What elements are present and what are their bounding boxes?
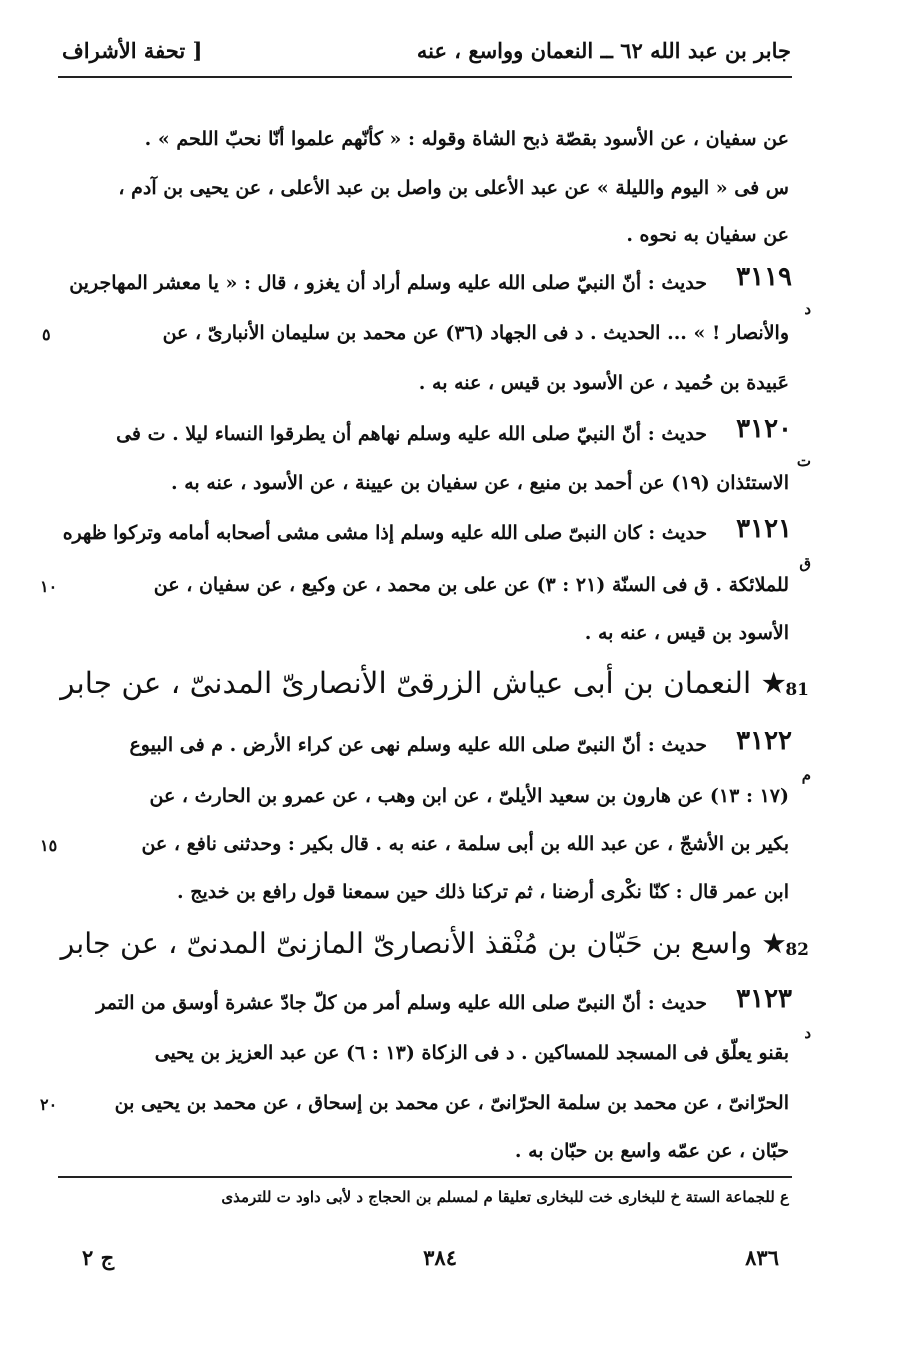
text-line: الحرّانىّ ، عن محمد بن سلمة الحرّانىّ ، عن محمد بن إسحاق ، عن محمد بن يحيى بن [114,1092,789,1114]
volume-number: ج ٢ [82,1245,115,1270]
text-line: الاستئذان (١٩) عن أحمد بن منيع ، عن سفيان بن عيينة ، عن الأسود ، عنه به . [171,472,789,494]
running-header: جابر بن عبد الله ٦٢ ــ النعمان وواسع ، عنه [416,38,791,63]
text-line: عن سفيان ، عن الأسود بقصّة ذبح الشاة وقوله : « كأنّهم علموا أنّا نحبّ اللحم » . [144,128,789,150]
hadith-number: ٣١٢٣ [736,984,792,1014]
text-line: حديث : أنّ النبيّ صلى الله عليه وسلم نهاهم أن يطرقوا النساء ليلا . ت فى [116,423,707,445]
biography-number: 81 [785,680,809,700]
source-siglum: د [804,300,811,318]
text-line: حديث : أنّ النبىّ صلى الله عليه وسلم أمر من كلّ جادّ عشرة أوسق من التمر [96,992,707,1014]
page-number: ٨٣٦ [745,1245,779,1270]
biography-heading: ★ واسع بن حَبّان بن مُنْقذ الأنصارىّ المازنىّ المدنىّ ، عن جابر [60,926,787,960]
text-line: حديث : أنّ النبيّ صلى الله عليه وسلم أراد أن يغزو ، قال : « يا معشر المهاجرين [69,272,707,294]
source-siglum: د [804,1024,811,1042]
text-line: بكير بن الأشجّ ، عن عبد الله بن أبى سلمة ، عنه به . قال بكير : وحدثنى نافع ، عن [141,833,789,855]
text-line: والأنصار ! » ... الحديث . د فى الجهاد (٣٦) عن محمد بن سليمان الأنبارىّ ، عن [162,322,789,344]
text-line: عَبيدة بن حُميد ، عن الأسود بن قيس ، عنه به . [418,372,789,394]
line-number: ٢٠ [40,1095,58,1114]
text-line: حديث : أنّ النبىّ صلى الله عليه وسلم نهى عن كراء الأرض . م فى البيوع [129,734,707,756]
text-line: ابن عمر قال : كنّا نكْرى أرضنا ، ثم تركنا ذلك حين سمعنا قول رافع بن خديج . [177,881,789,903]
hadith-number: ٣١٢١ [736,514,792,544]
footnote-rule [58,1176,792,1178]
line-number: ٥ [42,325,51,344]
text-line: (١٧ : ١٣) عن هارون بن سعيد الأيلىّ ، عن ابن وهب ، عن عمرو بن الحارث ، عن [149,785,789,807]
source-siglum: ق [799,554,811,572]
source-siglum: م [801,766,811,784]
text-line: بقنو يعلّق فى المسجد للمساكين . د فى الزكاة (١٣ : ٦) عن عبد العزيز بن يحيى [154,1042,789,1064]
text-line: حبّان ، عن عمّه واسع بن حبّان به . [514,1140,789,1162]
hadith-number: ٣١٢٢ [736,726,792,756]
text-line: الأسود بن قيس ، عنه به . [584,622,789,644]
text-line: عن سفيان به نحوه . [626,224,789,246]
line-number: ١٥ [40,836,58,855]
volume-page-number: ٣٨٤ [423,1245,457,1270]
text-line: للملائكة . ق فى السنّة (٢١ : ٣) عن على بن محمد ، عن وكيع ، عن سفيان ، عن [153,574,789,596]
line-number: ١٠ [40,577,58,596]
biography-number: 82 [785,940,809,960]
text-line: س فى « اليوم والليلة » عن عبد الأعلى بن واصل بن عبد الأعلى ، عن يحيى بن آدم ، [118,177,789,199]
biography-heading: ★ النعمان بن أبى عياش الزرقىّ الأنصارىّ المدنىّ ، عن جابر [60,666,787,700]
hadith-number: ٣١٢٠ [736,414,792,444]
book-title-header: [ تحفة الأشراف [62,38,203,63]
sigla-legend: ع للجماعة الستة خ للبخارى خت للبخارى تعليقا م لمسلم بن الحجاج د لأبى داود ت للترمذى [221,1188,789,1206]
source-siglum: ت [796,452,811,470]
hadith-number: ٣١١٩ [736,262,792,292]
header-rule [58,76,792,78]
text-line: حديث : كان النبىّ صلى الله عليه وسلم إذا مشى مشى أصحابه أمامه وتركوا ظهره [62,522,707,544]
